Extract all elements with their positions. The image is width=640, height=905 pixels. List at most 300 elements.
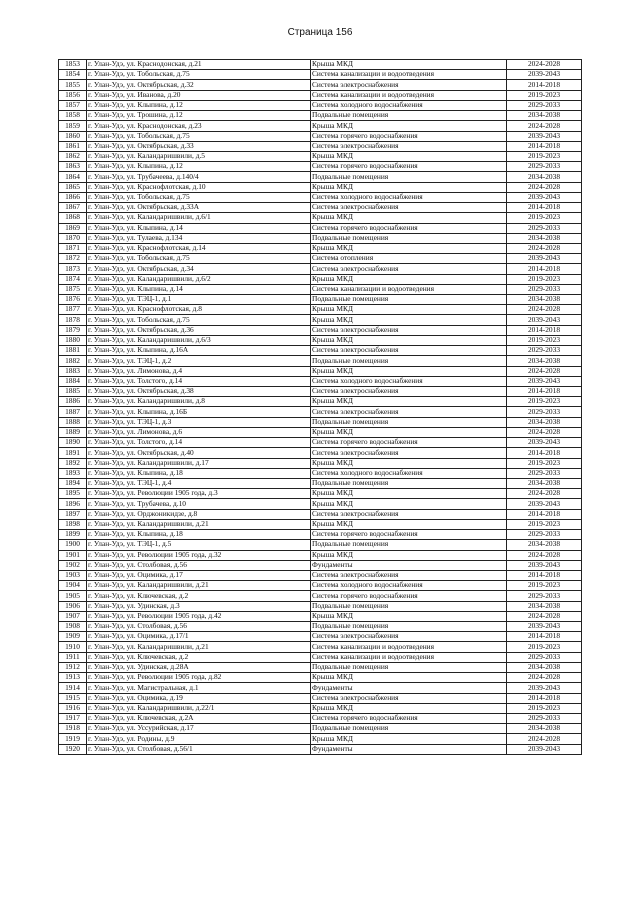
table-row xyxy=(59,744,582,754)
period-cell: 2039-2043 xyxy=(507,683,582,693)
system-cell: Подвальные помещения xyxy=(311,417,507,427)
address-cell: г. Улан-Удэ, ул. Родины, д.9 xyxy=(87,734,311,744)
row-number-cell: 1908 xyxy=(59,622,87,632)
row-number-cell: 1896 xyxy=(59,499,87,509)
period-cell: 2029-2033 xyxy=(507,346,582,356)
row-number-cell: 1859 xyxy=(59,121,87,131)
table-row xyxy=(59,611,582,621)
table-row xyxy=(59,203,582,213)
system-cell: Фундаменты xyxy=(311,744,507,754)
table-row xyxy=(59,376,582,386)
address-cell: г. Улан-Удэ, ул. Краснодонская, д.21 xyxy=(87,60,311,70)
row-number-cell: 1915 xyxy=(59,693,87,703)
system-cell: Система электроснабжения xyxy=(311,632,507,642)
system-cell: Система холодного водоснабжения xyxy=(311,376,507,386)
row-number-cell: 1864 xyxy=(59,172,87,182)
row-number-cell: 1865 xyxy=(59,182,87,192)
row-number-cell: 1901 xyxy=(59,550,87,560)
period-cell: 2019-2023 xyxy=(507,581,582,591)
row-number-cell: 1884 xyxy=(59,376,87,386)
table-row xyxy=(59,80,582,90)
address-cell: г. Улан-Удэ, ул. Тулаева, д.134 xyxy=(87,233,311,243)
address-cell: г. Улан-Удэ, ул. Трубачеева, д.140/4 xyxy=(87,172,311,182)
table-row xyxy=(59,213,582,223)
table-row xyxy=(59,90,582,100)
period-cell: 2029-2033 xyxy=(507,100,582,110)
table-row xyxy=(59,254,582,264)
row-number-cell: 1887 xyxy=(59,407,87,417)
system-cell: Подвальные помещения xyxy=(311,356,507,366)
period-cell: 2029-2033 xyxy=(507,223,582,233)
system-cell: Система электроснабжения xyxy=(311,141,507,151)
address-cell: г. Улан-Удэ, ул. Орджоникидзе, д.8 xyxy=(87,509,311,519)
table-row xyxy=(59,243,582,253)
period-cell: 2024-2028 xyxy=(507,60,582,70)
system-cell: Система горячего водоснабжения xyxy=(311,438,507,448)
table-row xyxy=(59,499,582,509)
table-row xyxy=(59,387,582,397)
table-row xyxy=(59,581,582,591)
system-cell: Подвальные помещения xyxy=(311,233,507,243)
table-row xyxy=(59,673,582,683)
address-cell: г. Улан-Удэ, ул. ТЭЦ-1, д.1 xyxy=(87,295,311,305)
table-row xyxy=(59,693,582,703)
address-cell: г. Улан-Удэ, ул. ТЭЦ-1, д.5 xyxy=(87,540,311,550)
address-cell: г. Улан-Удэ, ул. Краснофлотская, д.14 xyxy=(87,243,311,253)
table-row xyxy=(59,315,582,325)
period-cell: 2014-2018 xyxy=(507,80,582,90)
period-cell: 2034-2038 xyxy=(507,724,582,734)
period-cell: 2024-2028 xyxy=(507,611,582,621)
address-cell: г. Улан-Удэ, ул. ТЭЦ-1, д.2 xyxy=(87,356,311,366)
system-cell: Крыша МКД xyxy=(311,397,507,407)
table-row xyxy=(59,284,582,294)
period-cell: 2024-2028 xyxy=(507,673,582,683)
system-cell: Крыша МКД xyxy=(311,366,507,376)
address-cell: г. Улан-Удэ, ул. Каландаришвили, д.8 xyxy=(87,397,311,407)
address-cell: г. Улан-Удэ, ул. Тобольская, д.75 xyxy=(87,254,311,264)
period-cell: 2024-2028 xyxy=(507,305,582,315)
row-number-cell: 1876 xyxy=(59,295,87,305)
address-cell: г. Улан-Удэ, ул. Каландаришвили, д.21 xyxy=(87,642,311,652)
address-cell: г. Улан-Удэ, ул. Каландаришвили, д.5 xyxy=(87,151,311,161)
table-row xyxy=(59,550,582,560)
row-number-cell: 1857 xyxy=(59,100,87,110)
system-cell: Подвальные помещения xyxy=(311,724,507,734)
period-cell: 2029-2033 xyxy=(507,468,582,478)
row-number-cell: 1880 xyxy=(59,335,87,345)
address-cell: г. Улан-Удэ, ул. Уссурийская, д.17 xyxy=(87,724,311,734)
period-cell: 2019-2023 xyxy=(507,519,582,529)
address-cell: г. Улан-Удэ, ул. Столбовая, д.56 xyxy=(87,560,311,570)
period-cell: 2014-2018 xyxy=(507,570,582,580)
row-number-cell: 1905 xyxy=(59,591,87,601)
table-row xyxy=(59,70,582,80)
table-row xyxy=(59,417,582,427)
system-cell: Система электроснабжения xyxy=(311,509,507,519)
system-cell: Фундаменты xyxy=(311,683,507,693)
system-cell: Подвальные помещения xyxy=(311,601,507,611)
table-row xyxy=(59,530,582,540)
address-cell: г. Улан-Удэ, ул. Каландаришвили, д.21 xyxy=(87,581,311,591)
address-cell: г. Улан-Удэ, ул. Революции 1905 года, д.82 xyxy=(87,673,311,683)
system-cell: Подвальные помещения xyxy=(311,172,507,182)
system-cell: Крыша МКД xyxy=(311,611,507,621)
period-cell: 2019-2023 xyxy=(507,151,582,161)
period-cell: 2034-2038 xyxy=(507,356,582,366)
period-cell: 2039-2043 xyxy=(507,131,582,141)
system-cell: Крыша МКД xyxy=(311,315,507,325)
period-cell: 2034-2038 xyxy=(507,172,582,182)
row-number-cell: 1916 xyxy=(59,703,87,713)
row-number-cell: 1892 xyxy=(59,458,87,468)
system-cell: Подвальные помещения xyxy=(311,111,507,121)
period-cell: 2039-2043 xyxy=(507,744,582,754)
address-cell: г. Улан-Удэ, ул. Иванова, д.20 xyxy=(87,90,311,100)
period-cell: 2019-2023 xyxy=(507,274,582,284)
table-row xyxy=(59,458,582,468)
table-body xyxy=(59,60,582,755)
table-row xyxy=(59,703,582,713)
period-cell: 2029-2033 xyxy=(507,530,582,540)
period-cell: 2039-2043 xyxy=(507,499,582,509)
address-cell: г. Улан-Удэ, ул. Ключевская, д.2 xyxy=(87,591,311,601)
address-cell: г. Улан-Удэ, ул. Тобольская, д.75 xyxy=(87,192,311,202)
row-number-cell: 1906 xyxy=(59,601,87,611)
system-cell: Система холодного водоснабжения xyxy=(311,192,507,202)
row-number-cell: 1872 xyxy=(59,254,87,264)
row-number-cell: 1902 xyxy=(59,560,87,570)
period-cell: 2039-2043 xyxy=(507,315,582,325)
system-cell: Система горячего водоснабжения xyxy=(311,162,507,172)
table-row xyxy=(59,632,582,642)
table-row xyxy=(59,305,582,315)
table-row xyxy=(59,427,582,437)
row-number-cell: 1890 xyxy=(59,438,87,448)
address-cell: г. Улан-Удэ, ул. Октябрьская, д.40 xyxy=(87,448,311,458)
table-row xyxy=(59,714,582,724)
address-cell: г. Улан-Удэ, ул. ТЭЦ-1, д.4 xyxy=(87,478,311,488)
period-cell: 2024-2028 xyxy=(507,427,582,437)
table-row xyxy=(59,489,582,499)
row-number-cell: 1874 xyxy=(59,274,87,284)
period-cell: 2014-2018 xyxy=(507,264,582,274)
system-cell: Крыша МКД xyxy=(311,734,507,744)
row-number-cell: 1878 xyxy=(59,315,87,325)
system-cell: Система электроснабжения xyxy=(311,693,507,703)
system-cell: Подвальные помещения xyxy=(311,662,507,672)
period-cell: 2024-2028 xyxy=(507,489,582,499)
table-row xyxy=(59,478,582,488)
row-number-cell: 1918 xyxy=(59,724,87,734)
row-number-cell: 1855 xyxy=(59,80,87,90)
table-row xyxy=(59,100,582,110)
row-number-cell: 1907 xyxy=(59,611,87,621)
address-cell: г. Улан-Удэ, ул. Трубачева, д.10 xyxy=(87,499,311,509)
table-row xyxy=(59,223,582,233)
period-cell: 2029-2033 xyxy=(507,591,582,601)
period-cell: 2039-2043 xyxy=(507,254,582,264)
system-cell: Система канализации и водоотведения xyxy=(311,284,507,294)
row-number-cell: 1903 xyxy=(59,570,87,580)
row-number-cell: 1920 xyxy=(59,744,87,754)
table-row xyxy=(59,560,582,570)
system-cell: Система канализации и водоотведения xyxy=(311,70,507,80)
row-number-cell: 1858 xyxy=(59,111,87,121)
period-cell: 2014-2018 xyxy=(507,448,582,458)
system-cell: Система электроснабжения xyxy=(311,203,507,213)
address-cell: г. Улан-Удэ, ул. Каландаришвили, д.22/1 xyxy=(87,703,311,713)
address-cell: г. Улан-Удэ, ул. Клыпина, д.18 xyxy=(87,468,311,478)
repair-schedule-table xyxy=(58,59,582,755)
address-cell: г. Улан-Удэ, ул. Тобольская, д.75 xyxy=(87,131,311,141)
row-number-cell: 1875 xyxy=(59,284,87,294)
address-cell: г. Улан-Удэ, ул. Октябрьская, д.33 xyxy=(87,141,311,151)
address-cell: г. Улан-Удэ, ул. Краснофлотская, д.8 xyxy=(87,305,311,315)
address-cell: г. Улан-Удэ, ул. Магистральная, д.1 xyxy=(87,683,311,693)
table-row xyxy=(59,683,582,693)
system-cell: Система электроснабжения xyxy=(311,448,507,458)
row-number-cell: 1883 xyxy=(59,366,87,376)
address-cell: г. Улан-Удэ, ул. Лимонова, д.4 xyxy=(87,366,311,376)
row-number-cell: 1895 xyxy=(59,489,87,499)
table-row xyxy=(59,151,582,161)
system-cell: Крыша МКД xyxy=(311,489,507,499)
row-number-cell: 1898 xyxy=(59,519,87,529)
system-cell: Система канализации и водоотведения xyxy=(311,652,507,662)
address-cell: г. Улан-Удэ, ул. Оцимика, д.17/1 xyxy=(87,632,311,642)
period-cell: 2034-2038 xyxy=(507,111,582,121)
table-row xyxy=(59,662,582,672)
row-number-cell: 1861 xyxy=(59,141,87,151)
row-number-cell: 1911 xyxy=(59,652,87,662)
address-cell: г. Улан-Удэ, ул. Ключевская, д.2 xyxy=(87,652,311,662)
table-row xyxy=(59,652,582,662)
address-cell: г. Улан-Удэ, ул. Столбовая, д.56 xyxy=(87,622,311,632)
address-cell: г. Улан-Удэ, ул. Революции 1905 года, д.3 xyxy=(87,489,311,499)
period-cell: 2034-2038 xyxy=(507,233,582,243)
system-cell: Крыша МКД xyxy=(311,458,507,468)
table-row xyxy=(59,264,582,274)
table-row xyxy=(59,407,582,417)
system-cell: Система канализации и водоотведения xyxy=(311,90,507,100)
period-cell: 2019-2023 xyxy=(507,703,582,713)
period-cell: 2034-2038 xyxy=(507,417,582,427)
system-cell: Крыша МКД xyxy=(311,519,507,529)
table-row xyxy=(59,172,582,182)
row-number-cell: 1882 xyxy=(59,356,87,366)
table-row xyxy=(59,438,582,448)
system-cell: Система горячего водоснабжения xyxy=(311,591,507,601)
address-cell: г. Улан-Удэ, ул. Клыпина, д.14 xyxy=(87,223,311,233)
row-number-cell: 1889 xyxy=(59,427,87,437)
system-cell: Крыша МКД xyxy=(311,673,507,683)
row-number-cell: 1860 xyxy=(59,131,87,141)
table-row xyxy=(59,335,582,345)
period-cell: 2014-2018 xyxy=(507,325,582,335)
table-row xyxy=(59,295,582,305)
address-cell: г. Улан-Удэ, ул. Удинская, д.3 xyxy=(87,601,311,611)
row-number-cell: 1869 xyxy=(59,223,87,233)
table-row xyxy=(59,570,582,580)
address-cell: г. Улан-Удэ, ул. Клыпина, д.16А xyxy=(87,346,311,356)
row-number-cell: 1879 xyxy=(59,325,87,335)
row-number-cell: 1886 xyxy=(59,397,87,407)
table-row xyxy=(59,601,582,611)
system-cell: Система холодного водоснабжения xyxy=(311,581,507,591)
period-cell: 2029-2033 xyxy=(507,162,582,172)
period-cell: 2034-2038 xyxy=(507,295,582,305)
table-row xyxy=(59,162,582,172)
period-cell: 2039-2043 xyxy=(507,560,582,570)
period-cell: 2014-2018 xyxy=(507,141,582,151)
period-cell: 2014-2018 xyxy=(507,387,582,397)
system-cell: Крыша МКД xyxy=(311,274,507,284)
table-row xyxy=(59,111,582,121)
table-row xyxy=(59,397,582,407)
period-cell: 2019-2023 xyxy=(507,397,582,407)
table-row xyxy=(59,141,582,151)
row-number-cell: 1868 xyxy=(59,213,87,223)
row-number-cell: 1885 xyxy=(59,387,87,397)
system-cell: Система горячего водоснабжения xyxy=(311,223,507,233)
address-cell: г. Улан-Удэ, ул. Ключевская, д.2А xyxy=(87,714,311,724)
period-cell: 2039-2043 xyxy=(507,70,582,80)
table-row xyxy=(59,356,582,366)
address-cell: г. Улан-Удэ, ул. Клыпина, д.14 xyxy=(87,284,311,294)
system-cell: Крыша МКД xyxy=(311,499,507,509)
address-cell: г. Улан-Удэ, ул. Каландаришвили, д.6/3 xyxy=(87,335,311,345)
period-cell: 2034-2038 xyxy=(507,540,582,550)
system-cell: Система электроснабжения xyxy=(311,80,507,90)
address-cell: г. Улан-Удэ, ул. Каландаришвили, д.21 xyxy=(87,519,311,529)
address-cell: г. Улан-Удэ, ул. Толстого, д.14 xyxy=(87,438,311,448)
table-row xyxy=(59,60,582,70)
system-cell: Система электроснабжения xyxy=(311,407,507,417)
address-cell: г. Улан-Удэ, ул. Каландаришвили, д.6/2 xyxy=(87,274,311,284)
row-number-cell: 1897 xyxy=(59,509,87,519)
system-cell: Система электроснабжения xyxy=(311,387,507,397)
system-cell: Система электроснабжения xyxy=(311,570,507,580)
address-cell: г. Улан-Удэ, ул. Оцимика, д.17 xyxy=(87,570,311,580)
period-cell: 2024-2028 xyxy=(507,550,582,560)
period-cell: 2039-2043 xyxy=(507,192,582,202)
system-cell: Система горячего водоснабжения xyxy=(311,530,507,540)
system-cell: Система отопления xyxy=(311,254,507,264)
row-number-cell: 1904 xyxy=(59,581,87,591)
period-cell: 2029-2033 xyxy=(507,652,582,662)
period-cell: 2039-2043 xyxy=(507,438,582,448)
system-cell: Крыша МКД xyxy=(311,182,507,192)
row-number-cell: 1863 xyxy=(59,162,87,172)
table-row xyxy=(59,734,582,744)
row-number-cell: 1910 xyxy=(59,642,87,652)
system-cell: Крыша МКД xyxy=(311,427,507,437)
table-row xyxy=(59,182,582,192)
system-cell: Система горячего водоснабжения xyxy=(311,131,507,141)
row-number-cell: 1870 xyxy=(59,233,87,243)
row-number-cell: 1891 xyxy=(59,448,87,458)
system-cell: Система электроснабжения xyxy=(311,325,507,335)
period-cell: 2029-2033 xyxy=(507,284,582,294)
system-cell: Крыша МКД xyxy=(311,60,507,70)
period-cell: 2014-2018 xyxy=(507,509,582,519)
table-row xyxy=(59,448,582,458)
table-row xyxy=(59,509,582,519)
table-row xyxy=(59,622,582,632)
system-cell: Подвальные помещения xyxy=(311,478,507,488)
table-row xyxy=(59,121,582,131)
period-cell: 2029-2033 xyxy=(507,714,582,724)
system-cell: Крыша МКД xyxy=(311,550,507,560)
address-cell: г. Улан-Удэ, ул. Столбовая, д.56/1 xyxy=(87,744,311,754)
address-cell: г. Улан-Удэ, ул. ТЭЦ-1, д.3 xyxy=(87,417,311,427)
period-cell: 2019-2023 xyxy=(507,213,582,223)
period-cell: 2034-2038 xyxy=(507,662,582,672)
system-cell: Крыша МКД xyxy=(311,121,507,131)
row-number-cell: 1893 xyxy=(59,468,87,478)
system-cell: Система канализации и водоотведения xyxy=(311,642,507,652)
row-number-cell: 1909 xyxy=(59,632,87,642)
address-cell: г. Улан-Удэ, ул. Тобольская, д.75 xyxy=(87,315,311,325)
system-cell: Система холодного водоснабжения xyxy=(311,468,507,478)
table-row xyxy=(59,192,582,202)
period-cell: 2034-2038 xyxy=(507,478,582,488)
address-cell: г. Улан-Удэ, ул. Октябрьская, д.33А xyxy=(87,203,311,213)
row-number-cell: 1866 xyxy=(59,192,87,202)
row-number-cell: 1871 xyxy=(59,243,87,253)
row-number-cell: 1856 xyxy=(59,90,87,100)
period-cell: 2019-2023 xyxy=(507,335,582,345)
table-row xyxy=(59,468,582,478)
period-cell: 2039-2043 xyxy=(507,622,582,632)
row-number-cell: 1867 xyxy=(59,203,87,213)
address-cell: г. Улан-Удэ, ул. Краснодонская, д.23 xyxy=(87,121,311,131)
period-cell: 2019-2023 xyxy=(507,642,582,652)
period-cell: 2024-2028 xyxy=(507,121,582,131)
system-cell: Система электроснабжения xyxy=(311,346,507,356)
table-row xyxy=(59,346,582,356)
address-cell: г. Улан-Удэ, ул. Революции 1905 года, д.42 xyxy=(87,611,311,621)
address-cell: г. Улан-Удэ, ул. Клыпина, д.12 xyxy=(87,100,311,110)
period-cell: 2014-2018 xyxy=(507,203,582,213)
row-number-cell: 1877 xyxy=(59,305,87,315)
table-row xyxy=(59,233,582,243)
address-cell: г. Улан-Удэ, ул. Краснофлотская, д.10 xyxy=(87,182,311,192)
address-cell: г. Улан-Удэ, ул. Каландаришвили, д.6/1 xyxy=(87,213,311,223)
table-row xyxy=(59,519,582,529)
system-cell: Система холодного водоснабжения xyxy=(311,100,507,110)
system-cell: Крыша МКД xyxy=(311,703,507,713)
address-cell: г. Улан-Удэ, ул. Октябрьская, д.32 xyxy=(87,80,311,90)
address-cell: г. Улан-Удэ, ул. Октябрьская, д.34 xyxy=(87,264,311,274)
row-number-cell: 1919 xyxy=(59,734,87,744)
period-cell: 2039-2043 xyxy=(507,376,582,386)
period-cell: 2024-2028 xyxy=(507,243,582,253)
system-cell: Крыша МКД xyxy=(311,243,507,253)
address-cell: г. Улан-Удэ, ул. Клыпина, д.12 xyxy=(87,162,311,172)
row-number-cell: 1917 xyxy=(59,714,87,724)
table-row xyxy=(59,591,582,601)
system-cell: Подвальные помещения xyxy=(311,295,507,305)
address-cell: г. Улан-Удэ, ул. Тобольская, д.75 xyxy=(87,70,311,80)
row-number-cell: 1862 xyxy=(59,151,87,161)
system-cell: Крыша МКД xyxy=(311,151,507,161)
system-cell: Крыша МКД xyxy=(311,335,507,345)
period-cell: 2014-2018 xyxy=(507,632,582,642)
row-number-cell: 1853 xyxy=(59,60,87,70)
system-cell: Система горячего водоснабжения xyxy=(311,714,507,724)
